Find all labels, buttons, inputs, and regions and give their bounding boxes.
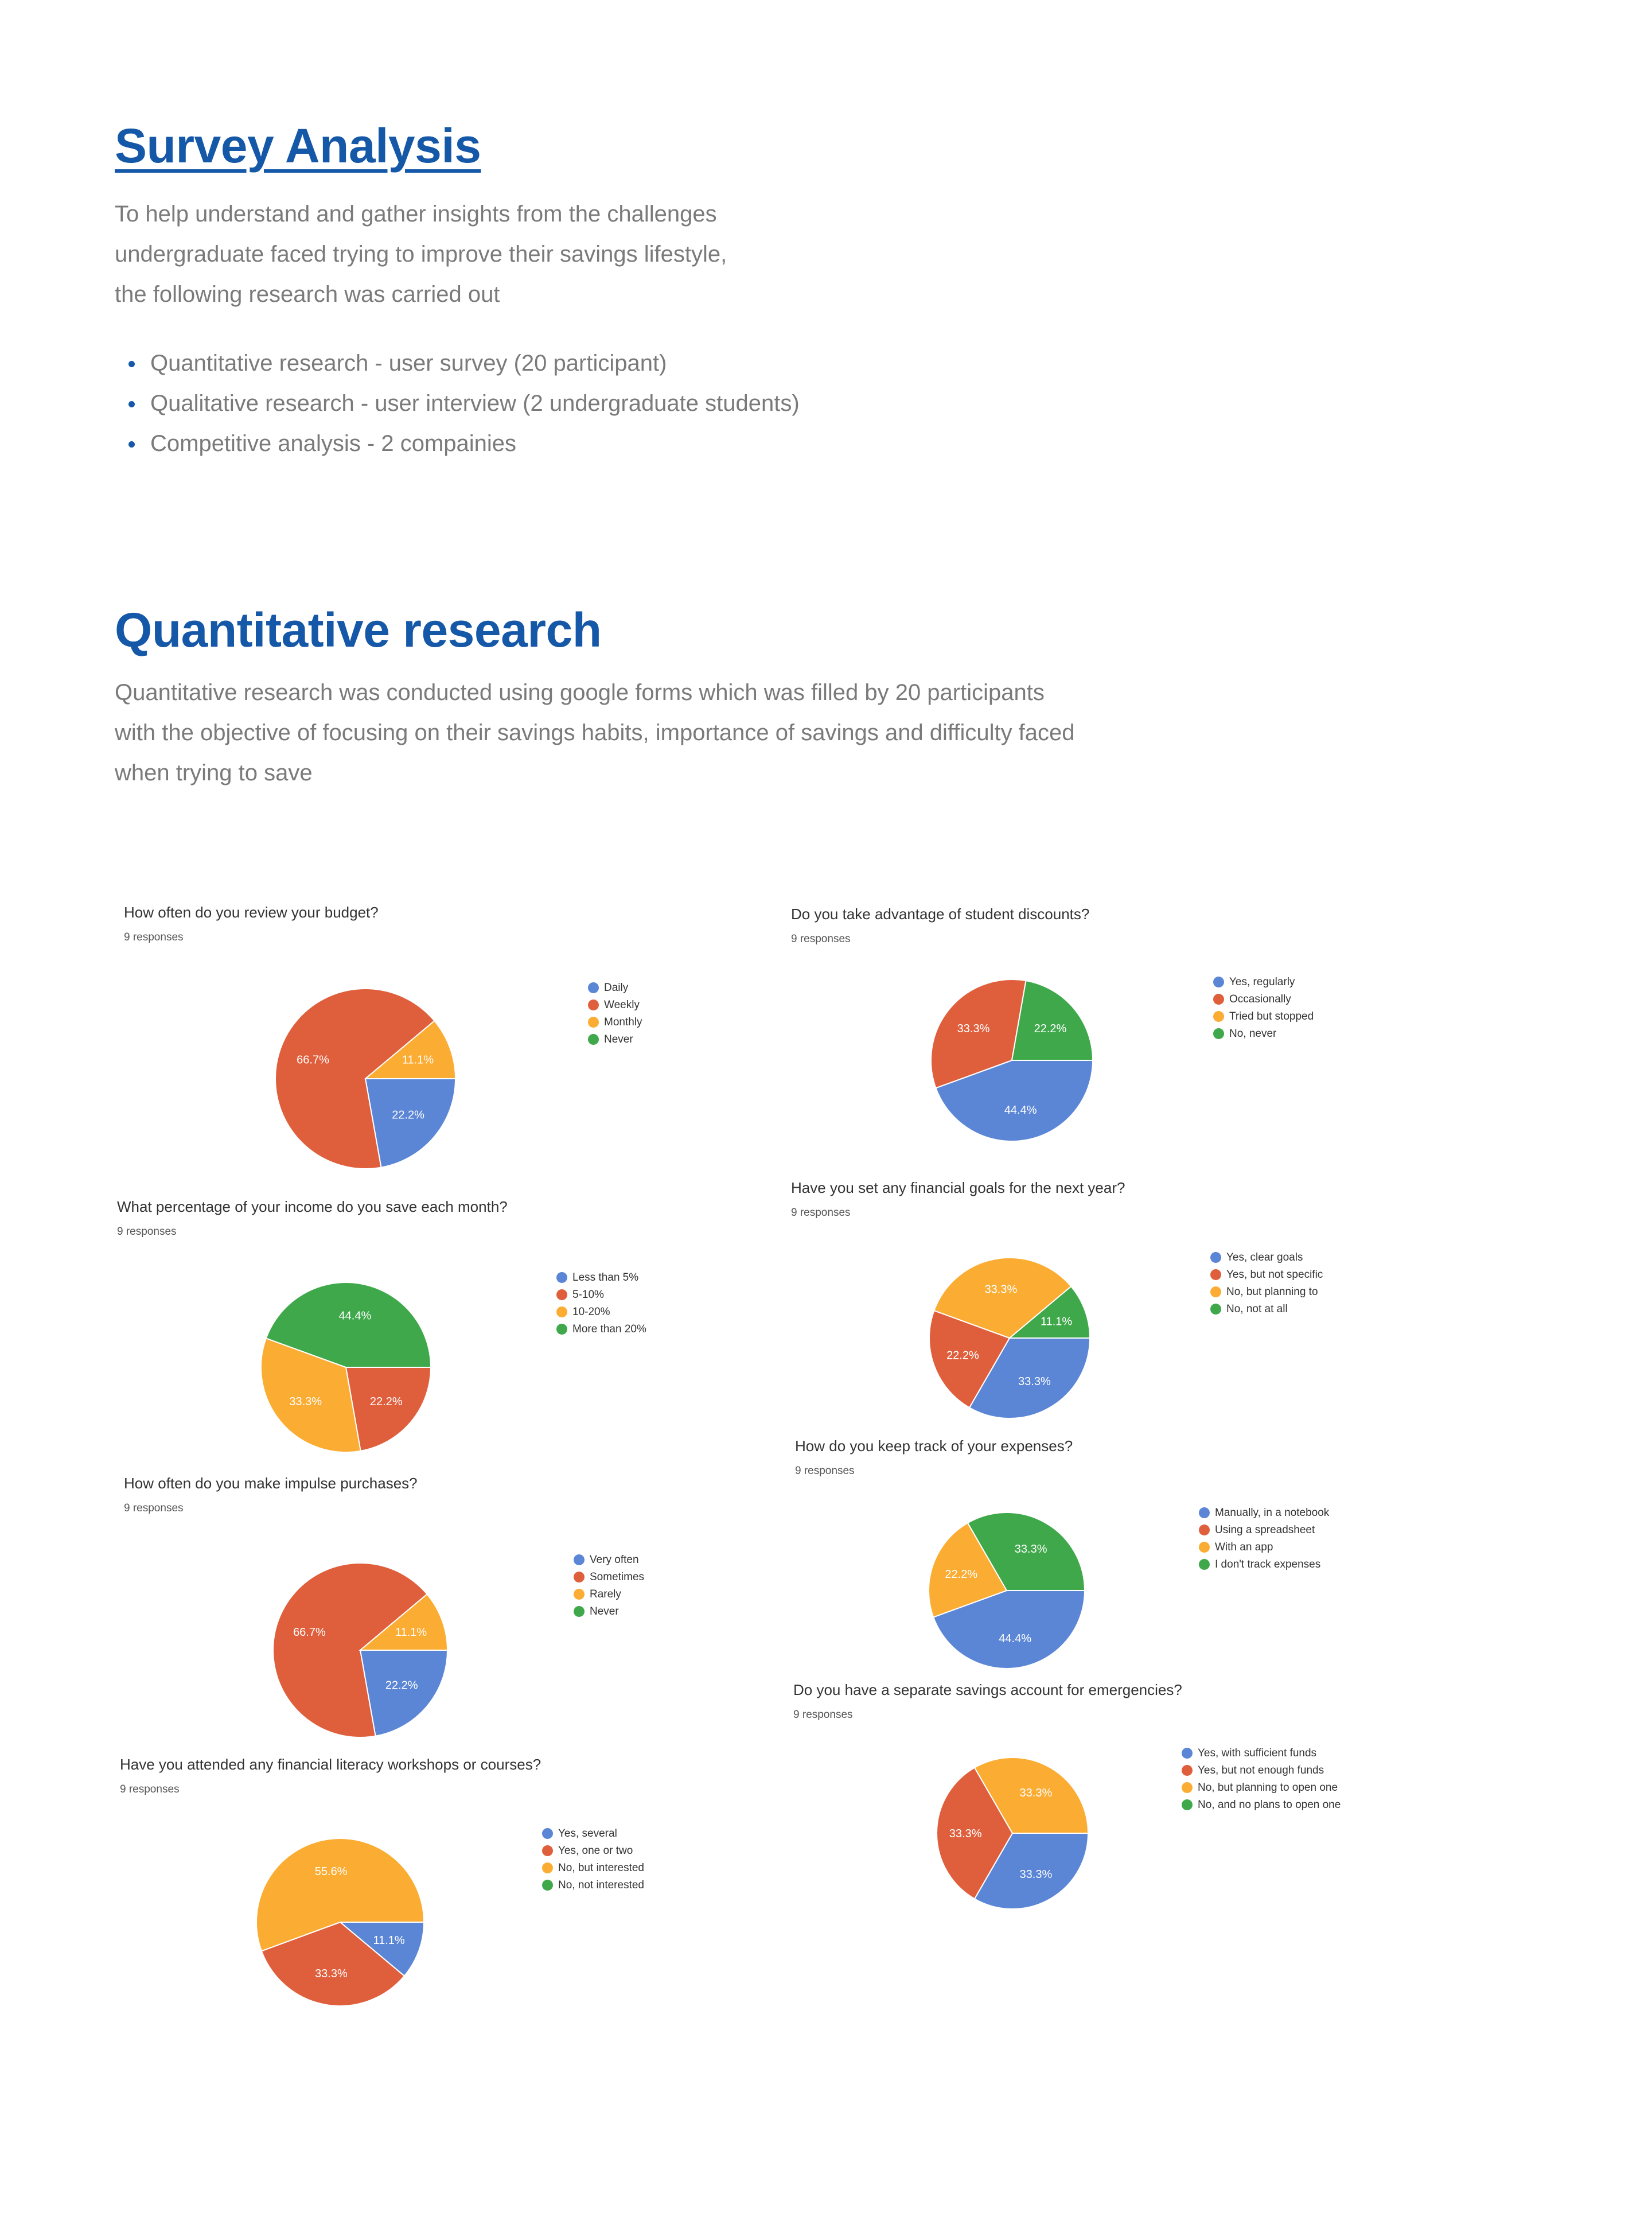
legend-swatch <box>1182 1782 1193 1793</box>
legend-swatch <box>1213 1011 1224 1022</box>
legend-item <box>1210 1268 1323 1285</box>
chart-legend <box>1213 975 1314 1044</box>
slice-label: 22.2% <box>385 1679 418 1692</box>
legend-label: Tried but stopped <box>1229 1010 1314 1022</box>
legend-swatch <box>574 1572 585 1582</box>
legend-label: Yes, clear goals <box>1226 1251 1303 1263</box>
chart-track-expenses <box>786 1437 1417 1707</box>
legend-label: No, but planning to <box>1226 1286 1318 1298</box>
legend-item <box>1213 975 1314 993</box>
slice-label: 33.3% <box>1019 1868 1053 1881</box>
slice-label: 22.2% <box>392 1109 424 1122</box>
chart-legend <box>556 1271 646 1340</box>
intro-line: the following research was carried out <box>115 282 500 307</box>
legend-label: Monthly <box>604 1016 642 1028</box>
response-count: 9 responses <box>117 1226 177 1238</box>
legend-swatch <box>1182 1765 1193 1776</box>
legend-item <box>1210 1285 1323 1302</box>
slice-label: 33.3% <box>984 1283 1018 1296</box>
legend-label: Never <box>604 1033 633 1045</box>
legend-swatch <box>588 1017 599 1028</box>
chart-impulse-purchases <box>115 1475 746 1744</box>
legend-label: More than 20% <box>572 1323 646 1335</box>
legend-swatch <box>588 1000 599 1010</box>
pie-chart <box>261 1282 431 1452</box>
legend-item <box>556 1305 646 1323</box>
legend-label: Less than 5% <box>572 1271 639 1284</box>
legend-swatch <box>1213 977 1224 987</box>
legend-label: Weekly <box>604 999 640 1011</box>
legend-item <box>1199 1541 1329 1558</box>
legend-item <box>556 1323 646 1340</box>
legend-swatch <box>556 1289 567 1300</box>
legend-label: Never <box>590 1605 619 1617</box>
chart-question: Do you take advantage of student discounts? <box>791 905 1090 923</box>
legend-label: Manually, in a notebook <box>1215 1507 1330 1519</box>
legend-label: Occasionally <box>1229 993 1291 1005</box>
pie-chart <box>937 1757 1088 1909</box>
legend-swatch <box>1199 1559 1210 1570</box>
slice-label: 33.3% <box>949 1827 982 1840</box>
chart-financial-goals <box>782 1179 1413 1449</box>
slice-label: 33.3% <box>315 1967 348 1981</box>
slice-label: 44.4% <box>999 1632 1032 1646</box>
legend-swatch <box>1210 1286 1221 1297</box>
page-title: Survey Analysis <box>115 119 481 173</box>
pie-chart <box>929 1258 1090 1418</box>
legend-swatch <box>1210 1304 1221 1315</box>
slice-label: 11.1% <box>402 1053 434 1067</box>
legend-swatch <box>1199 1542 1210 1553</box>
legend-item <box>542 1861 644 1879</box>
legend-item <box>588 1016 642 1033</box>
legend-item <box>556 1271 646 1288</box>
legend-item <box>1213 1010 1314 1027</box>
slice-label: 44.4% <box>338 1309 372 1323</box>
research-methods-list <box>115 343 800 464</box>
legend-swatch <box>1182 1799 1193 1810</box>
legend-label: 5-10% <box>572 1289 604 1301</box>
legend-label: Daily <box>604 982 629 994</box>
chart-question: Have you set any financial goals for the next year? <box>791 1179 1125 1196</box>
pie-chart <box>273 1563 447 1737</box>
legend-label: Rarely <box>590 1588 621 1600</box>
legend-swatch <box>1210 1252 1221 1263</box>
response-count: 9 responses <box>124 931 184 943</box>
legend-label: Yes, but not specific <box>1226 1269 1323 1281</box>
legend-item <box>574 1605 644 1622</box>
slice-label: 11.1% <box>373 1934 405 1947</box>
legend-item <box>1182 1781 1341 1798</box>
legend-label: Yes, but not enough funds <box>1198 1764 1324 1776</box>
research-method-item: Qualitative research - user interview (2 undergraduate students) <box>115 383 800 423</box>
legend-item <box>1182 1747 1341 1764</box>
legend-item <box>1213 993 1314 1010</box>
legend-swatch <box>588 982 599 993</box>
legend-swatch <box>588 1034 599 1045</box>
legend-label: No, never <box>1229 1028 1277 1040</box>
legend-swatch <box>1213 994 1224 1005</box>
chart-legend <box>1210 1251 1323 1320</box>
chart-question: How often do you make impulse purchases? <box>124 1475 418 1492</box>
legend-label: No, not interested <box>558 1879 644 1891</box>
legend-swatch <box>542 1862 553 1873</box>
pie-chart <box>931 979 1093 1141</box>
legend-swatch <box>1182 1748 1193 1759</box>
legend-swatch <box>574 1554 585 1565</box>
legend-item <box>1182 1764 1341 1781</box>
legend-swatch <box>556 1272 567 1283</box>
legend-swatch <box>556 1306 567 1317</box>
chart-question: How often do you review your budget? <box>124 904 379 921</box>
legend-swatch <box>574 1606 585 1617</box>
slice-label: 33.3% <box>1014 1542 1047 1556</box>
chart-question: What percentage of your income do you save each month? <box>117 1198 508 1215</box>
chart-financial-literacy <box>111 1756 742 2025</box>
slice-label: 33.3% <box>1018 1375 1051 1389</box>
legend-label: Sometimes <box>590 1571 645 1583</box>
intro-paragraph <box>115 194 803 314</box>
legend-swatch <box>556 1324 567 1335</box>
response-count: 9 responses <box>795 1465 855 1477</box>
slice-label: 33.3% <box>957 1022 990 1035</box>
legend-swatch <box>574 1589 585 1600</box>
chart-emergency-savings <box>784 1681 1415 1951</box>
legend-swatch <box>1199 1525 1210 1535</box>
slice-label: 22.2% <box>945 1568 978 1581</box>
pie-slice <box>1012 981 1093 1060</box>
legend-item <box>1210 1302 1323 1320</box>
legend-swatch <box>542 1828 553 1839</box>
legend-label: Yes, one or two <box>558 1845 633 1857</box>
legend-label: Yes, regularly <box>1229 976 1295 988</box>
intro-line: To help understand and gather insights from the challenges <box>115 201 717 227</box>
chart-legend <box>542 1827 644 1896</box>
slice-label: 66.7% <box>293 1626 326 1639</box>
chart-legend <box>574 1553 644 1622</box>
legend-label: I don't track expenses <box>1215 1558 1321 1570</box>
legend-item <box>1182 1798 1341 1815</box>
chart-income-saved <box>108 1198 739 1468</box>
legend-item <box>1213 1027 1314 1044</box>
intro-line: undergraduate faced trying to improve their savings lifestyle, <box>115 242 727 267</box>
chart-question: Have you attended any financial literacy workshops or courses? <box>120 1756 541 1773</box>
legend-item <box>556 1288 646 1305</box>
legend-label: No, but planning to open one <box>1198 1782 1338 1794</box>
legend-item <box>1199 1558 1329 1575</box>
legend-swatch <box>1213 1028 1224 1039</box>
legend-item <box>542 1844 644 1861</box>
chart-legend <box>588 981 642 1050</box>
slice-label: 33.3% <box>289 1395 322 1408</box>
response-count: 9 responses <box>793 1709 853 1721</box>
legend-label: Yes, with sufficient funds <box>1198 1747 1317 1759</box>
chart-question: How do you keep track of your expenses? <box>795 1437 1073 1455</box>
legend-swatch <box>1210 1269 1221 1280</box>
legend-item <box>574 1570 644 1588</box>
slice-label: 11.1% <box>395 1626 427 1639</box>
legend-label: No, but interested <box>558 1862 644 1874</box>
chart-student-discounts <box>782 905 1413 1175</box>
legend-label: Very often <box>590 1554 639 1566</box>
response-count: 9 responses <box>791 933 851 945</box>
chart-legend <box>1182 1747 1341 1815</box>
slice-label: 22.2% <box>946 1349 979 1362</box>
slice-label: 22.2% <box>369 1395 403 1408</box>
legend-label: With an app <box>1215 1541 1273 1553</box>
slice-label: 55.6% <box>314 1865 348 1878</box>
legend-swatch <box>1199 1507 1210 1518</box>
legend-item <box>574 1553 644 1570</box>
chart-question: Do you have a separate savings account for emergencies? <box>793 1681 1182 1698</box>
legend-item <box>588 998 642 1016</box>
slice-label: 66.7% <box>297 1053 329 1067</box>
legend-label: Using a spreadsheet <box>1215 1524 1315 1536</box>
section-title: Quantitative research <box>115 603 602 657</box>
research-method-item: Quantitative research - user survey (20 participant) <box>115 343 800 383</box>
legend-item <box>588 981 642 998</box>
pie-chart <box>929 1512 1085 1669</box>
legend-label: No, and no plans to open one <box>1198 1799 1341 1811</box>
legend-item <box>1199 1523 1329 1541</box>
pie-chart <box>275 989 455 1169</box>
legend-item <box>588 1033 642 1050</box>
response-count: 9 responses <box>791 1207 851 1219</box>
slice-label: 22.2% <box>1034 1022 1067 1035</box>
section-description <box>115 672 1147 793</box>
legend-label: No, not at all <box>1226 1303 1288 1315</box>
chart-legend <box>1199 1506 1329 1575</box>
chart-review-budget <box>115 904 746 1173</box>
response-count: 9 responses <box>124 1502 184 1514</box>
section-description-line: Quantitative research was conducted using google forms which was filled by 20 participants <box>115 680 1045 705</box>
legend-label: 10-20% <box>572 1306 610 1318</box>
legend-item <box>542 1879 644 1896</box>
legend-item <box>1199 1506 1329 1523</box>
legend-swatch <box>542 1845 553 1856</box>
section-description-line: with the objective of focusing on their savings habits, importance of savings and difficulty faced <box>115 720 1075 745</box>
slice-label: 11.1% <box>1040 1315 1073 1328</box>
legend-item <box>542 1827 644 1844</box>
pie-chart <box>256 1838 424 2006</box>
response-count: 9 responses <box>120 1783 180 1795</box>
legend-item <box>574 1588 644 1605</box>
research-method-item: Competitive analysis - 2 compainies <box>115 423 800 464</box>
legend-label: Yes, several <box>558 1827 617 1840</box>
slice-label: 33.3% <box>1019 1787 1053 1800</box>
legend-item <box>1210 1251 1323 1268</box>
slice-label: 44.4% <box>1004 1104 1037 1117</box>
legend-swatch <box>542 1880 553 1891</box>
section-description-line: when trying to save <box>115 760 313 786</box>
